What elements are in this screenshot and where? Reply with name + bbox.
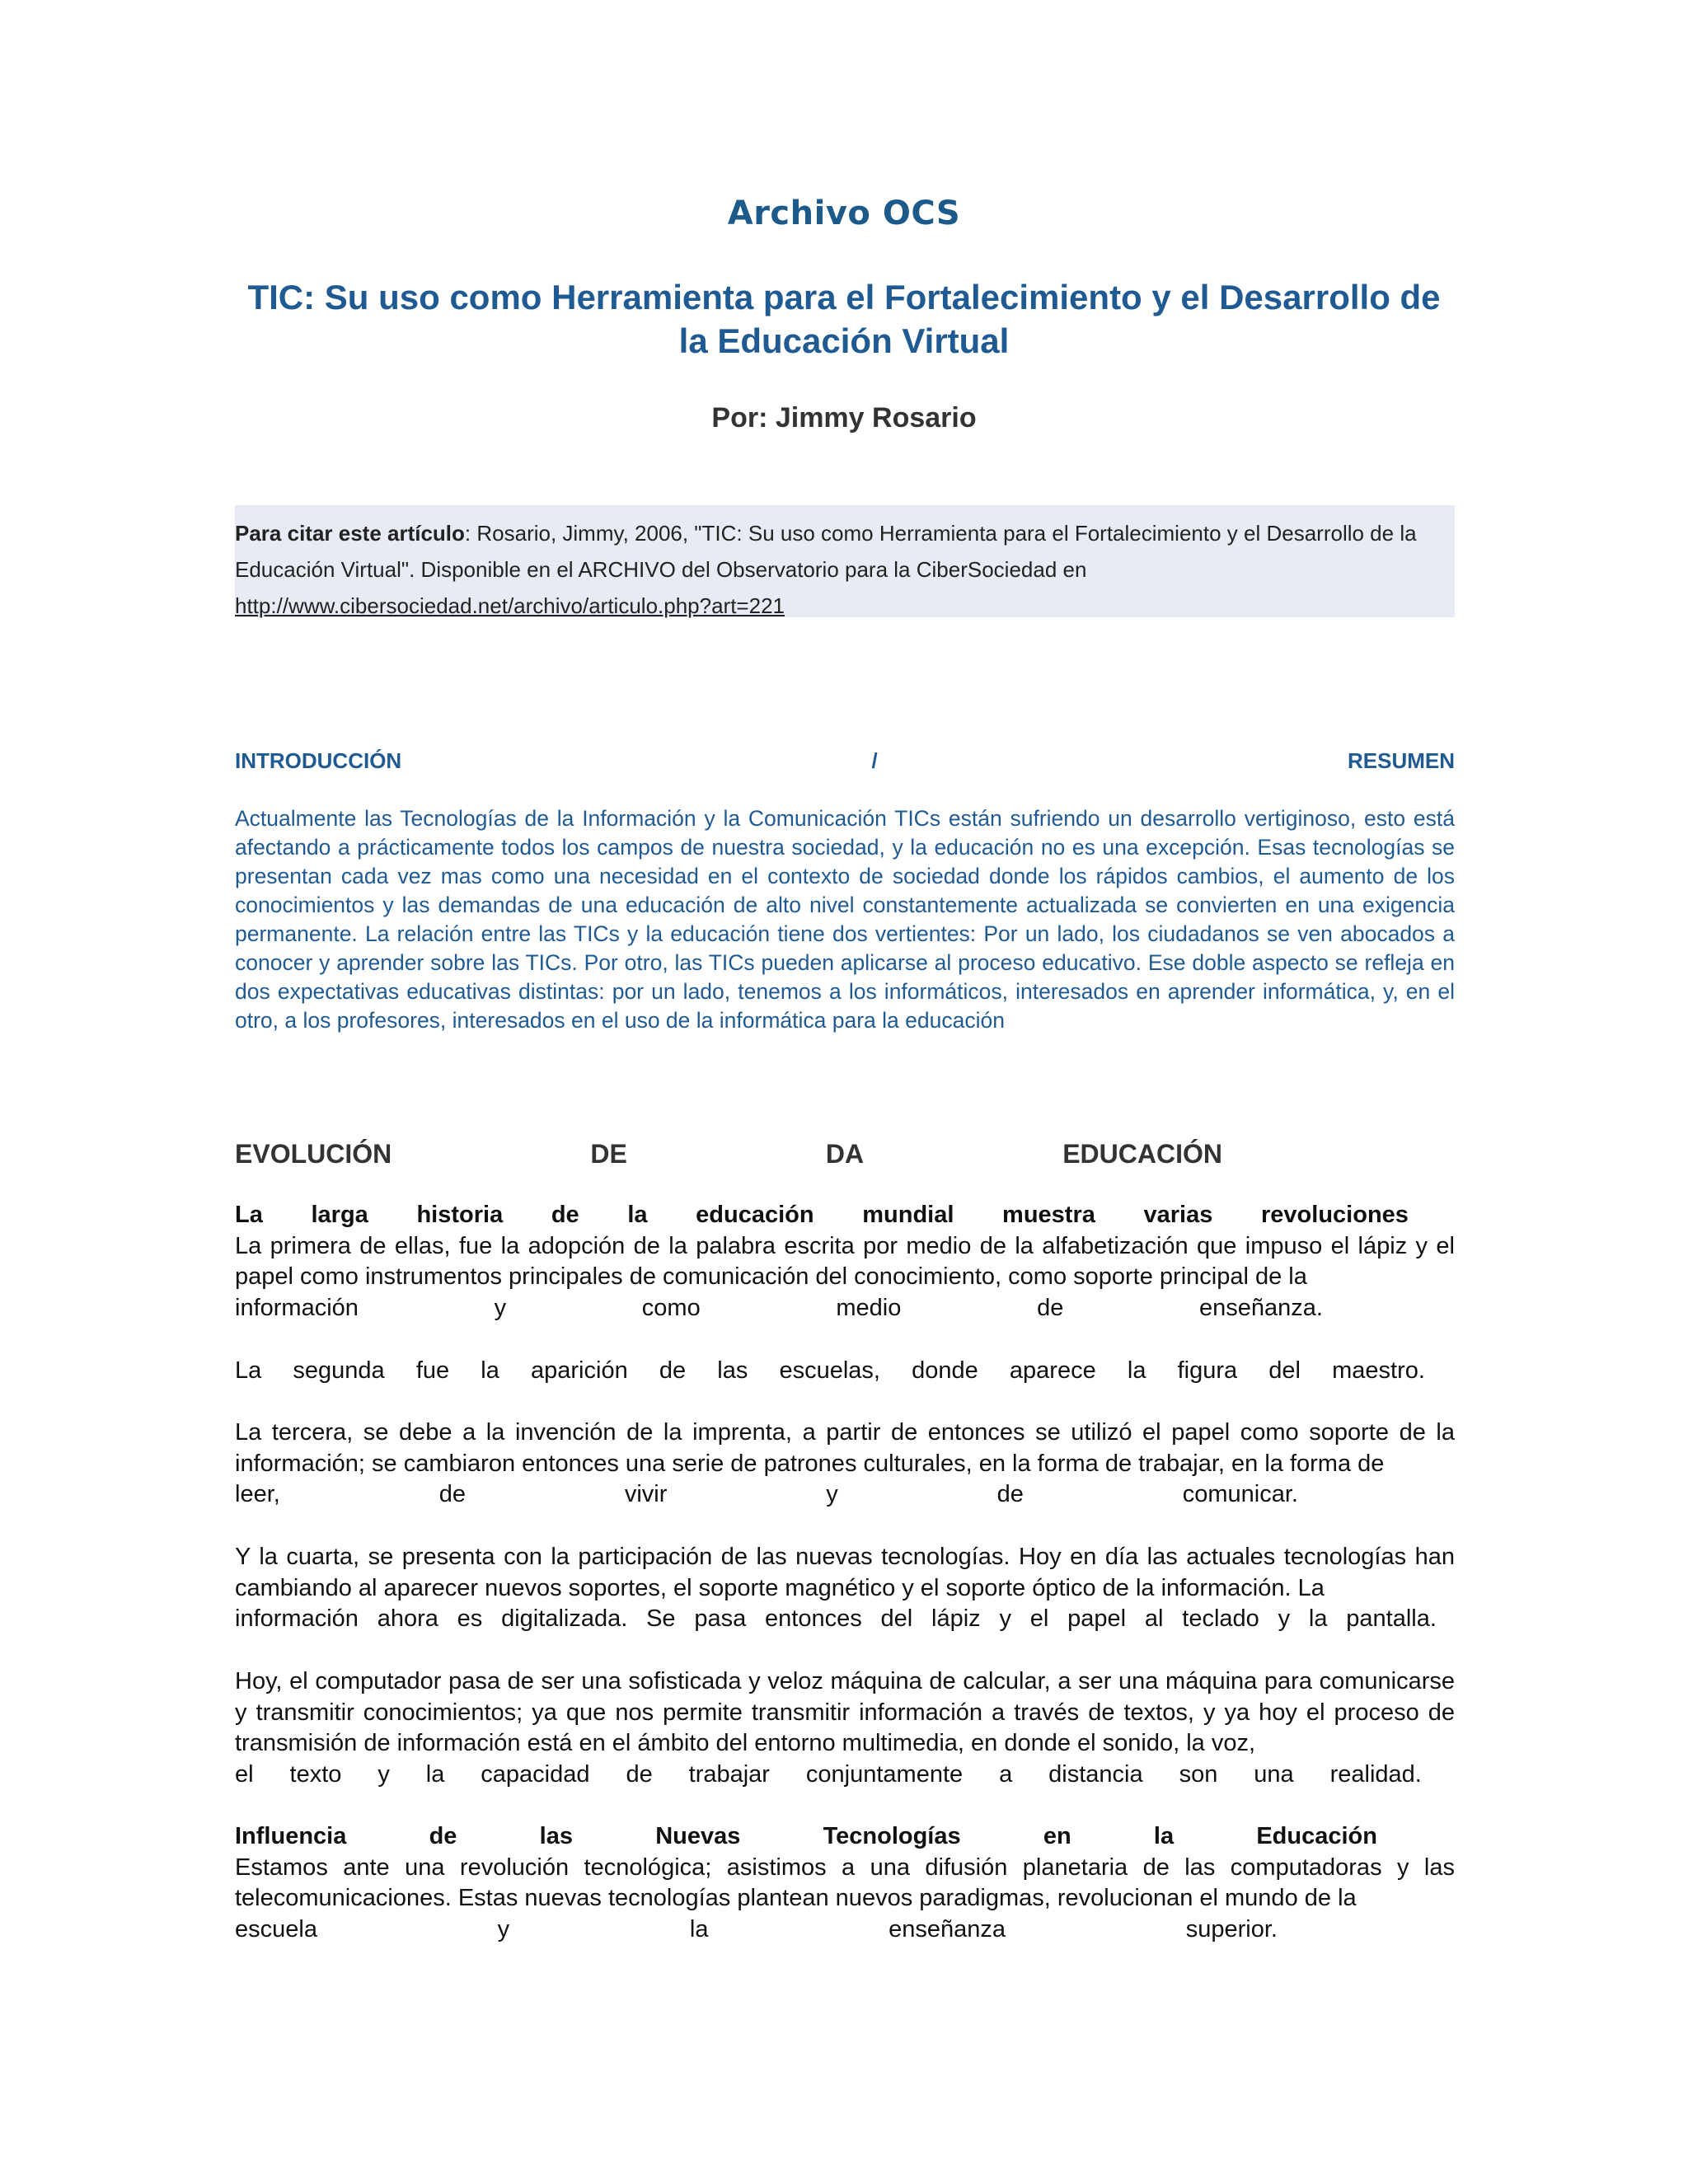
author-byline: Por: Jimmy Rosario <box>711 402 977 434</box>
body-block-6 <box>235 1821 1455 1945</box>
word: y <box>826 1481 838 1507</box>
word: ahora <box>377 1605 438 1632</box>
word: enseñanza <box>889 1915 1006 1943</box>
subheading-larga-historia <box>235 1200 1455 1231</box>
word: de <box>551 1202 579 1228</box>
word: capacidad <box>481 1760 590 1788</box>
paragraph-primera-last-line <box>235 1293 1455 1324</box>
citation-label: Para citar este artículo <box>235 521 465 546</box>
word: las <box>717 1357 748 1384</box>
paragraph-computador-last-line <box>235 1760 1455 1791</box>
word: la <box>689 1915 709 1943</box>
word: leer, <box>235 1481 280 1507</box>
word: digitalizada. <box>501 1605 628 1632</box>
word: como <box>641 1294 701 1321</box>
word: y <box>999 1605 1011 1632</box>
subheading-influencia <box>235 1821 1455 1853</box>
paragraph-primera: La primera de ellas, fue la adopción de la palabra escrita por medio de la alfabetización que impuso el lápiz y el papel como instrumentos principales de comunicación del conocimiento, como soporte principal de la <box>235 1232 1455 1290</box>
word: son <box>1179 1760 1218 1788</box>
word: en <box>1043 1823 1071 1849</box>
word: Educación <box>1256 1823 1377 1849</box>
word: y <box>494 1294 507 1321</box>
word: donde <box>912 1357 978 1384</box>
word: de <box>626 1760 653 1788</box>
word: pantalla. <box>1346 1605 1437 1632</box>
evolucion-heading-word: DA <box>825 1139 865 1169</box>
word: fue <box>415 1357 450 1384</box>
word: de <box>429 1823 457 1849</box>
evolucion-heading-word: EVOLUCIÓN <box>235 1139 392 1169</box>
archive-title: Archivo OCS <box>727 194 961 232</box>
paragraph-cuarta-last-line <box>235 1604 1455 1635</box>
word: segunda <box>293 1357 385 1384</box>
word: escuela <box>235 1915 317 1943</box>
word: aparece <box>1009 1357 1096 1384</box>
word: del <box>1268 1357 1301 1384</box>
word: la <box>627 1202 648 1228</box>
word: entonces <box>765 1605 862 1632</box>
word: aparición <box>531 1357 628 1384</box>
word: educación <box>696 1202 814 1228</box>
word: el <box>235 1760 254 1788</box>
word: al <box>1144 1605 1164 1632</box>
article-title: TIC: Su uso como Herramienta para el Fortalecimiento y el Desarrollo de la Educación Virtual <box>247 278 1441 360</box>
word: historia <box>416 1202 504 1228</box>
word: revoluciones <box>1261 1202 1409 1228</box>
word: La <box>235 1357 262 1384</box>
word: vivir <box>624 1481 668 1507</box>
section-heading-right: RESUMEN <box>1347 748 1455 773</box>
word: escuelas, <box>779 1357 880 1384</box>
word: maestro. <box>1332 1357 1425 1384</box>
citation-link[interactable]: http://www.cibersociedad.net/archivo/articulo.php?art=221 <box>235 593 785 618</box>
word: comunicar. <box>1182 1481 1298 1507</box>
word: distancia <box>1048 1760 1143 1788</box>
body-block-5 <box>235 1666 1455 1790</box>
word: una <box>1254 1760 1294 1788</box>
word: la <box>1127 1357 1146 1384</box>
word: Tecnologías <box>823 1823 961 1849</box>
word: y <box>377 1760 390 1788</box>
word: medio <box>836 1294 902 1321</box>
word: Nuevas <box>655 1823 741 1849</box>
word: información <box>235 1605 359 1632</box>
paragraph-tercera: La tercera, se debe a la invención de la imprenta, a partir de entonces se utilizó el papel como soporte de la información; se cambiaron entonces una serie de patrones culturales, en la forma de trabajar, en la forma de <box>235 1419 1455 1477</box>
word: la <box>1308 1605 1328 1632</box>
evolucion-heading <box>235 1139 1455 1169</box>
word: a <box>999 1760 1013 1788</box>
paragraph-revolucion: Estamos ante una revolución tecnológica; asistimos a una difusión planetaria de las computadoras y las telecomunicaciones. Estas nuevas tecnologías plantean nuevos paradigmas, revolucionan el mundo de la <box>235 1854 1455 1911</box>
body-block-2 <box>235 1356 1455 1387</box>
citation-box <box>235 505 1455 617</box>
word: lápiz <box>931 1605 981 1632</box>
word: varias <box>1143 1202 1213 1228</box>
paragraph-tercera-last-line <box>235 1479 1455 1511</box>
citation-text: : Rosario, Jimmy, 2006, "TIC: Su uso como Herramienta para el Fortalecimiento y el Desarrollo de la Educación Virtual". Disponible en el ARCHIVO del Observatorio para la CiberSociedad en <box>235 521 1417 582</box>
section-heading-divider: / <box>871 748 878 773</box>
word: de <box>1037 1294 1064 1321</box>
word: de <box>996 1481 1024 1507</box>
word: Influencia <box>235 1823 347 1849</box>
word: muestra <box>1002 1202 1095 1228</box>
body-block-4 <box>235 1542 1455 1635</box>
word: larga <box>311 1202 368 1228</box>
word: enseñanza. <box>1199 1294 1323 1321</box>
word: de <box>659 1357 687 1384</box>
word: la <box>425 1760 445 1788</box>
word: mundial <box>862 1202 954 1228</box>
evolucion-heading-word: DE <box>590 1139 627 1169</box>
word: realidad. <box>1329 1760 1422 1788</box>
word: pasa <box>694 1605 747 1632</box>
word: el <box>1029 1605 1049 1632</box>
word: figura <box>1177 1357 1238 1384</box>
paragraph-segunda <box>235 1356 1455 1387</box>
word: información <box>235 1294 359 1321</box>
word: la <box>1153 1823 1175 1849</box>
word: texto <box>289 1760 342 1788</box>
word: la <box>481 1357 499 1384</box>
paragraph-revolucion-last-line <box>235 1915 1455 1946</box>
word: superior. <box>1185 1915 1278 1943</box>
word: teclado <box>1182 1605 1259 1632</box>
word: de <box>438 1481 466 1507</box>
word: papel <box>1067 1605 1127 1632</box>
body-block-3 <box>235 1418 1455 1511</box>
word: y <box>1278 1605 1291 1632</box>
evolucion-heading-word: EDUCACIÓN <box>1062 1139 1222 1169</box>
section-heading-bar <box>235 748 1455 774</box>
section-heading-left: INTRODUCCIÓN <box>235 748 402 773</box>
word: es <box>457 1605 483 1632</box>
word: y <box>497 1915 510 1943</box>
paragraph-cuarta: Y la cuarta, se presenta con la participación de las nuevas tecnologías. Hoy en día las actuales tecnologías han cambiando al aparecer nuevos soportes, el soporte magnético y el soporte óptico de la información. La <box>235 1544 1455 1601</box>
paragraph-computador: Hoy, el computador pasa de ser una sofisticada y veloz máquina de calcular, a ser una máquina para comunicarse y transmitir conocimientos; ya que nos permite transmitir información a través de textos, y ya hoy el proceso de transmisión de información está en el ámbito del entorno multimedia, en donde el sonido, la voz, <box>235 1668 1455 1756</box>
word: La <box>235 1202 263 1228</box>
word: Se <box>646 1605 676 1632</box>
abstract-paragraph: Actualmente las Tecnologías de la Información y la Comunicación TICs están sufriendo un desarrollo vertiginoso, esto está afectando a prácticamente todos los campos de nuestra sociedad, y la educación no es una excepción. Esas tecnologías se presentan cada vez mas como una necesidad en el contexto de sociedad donde los rápidos cambios, el aumento de los conocimientos y las demandas de una educación de alto nivel constantemente actualizada se convierten en una exigencia permanente. La relación entre las TICs y la educación tiene dos vertientes: Por un lado, los ciudadanos se ven abocados a conocer y aprender sobre las TICs. Por otro, las TICs pueden aplicarse al proceso educativo. Ese doble aspecto se refleja en dos expectativas educativas distintas: por un lado, tenemos a los informáticos, interesados en aprender informática, y, en el otro, a los profesores, interesados en el uso de la informática para la educación <box>235 806 1455 1033</box>
word: las <box>539 1823 573 1849</box>
word: del <box>880 1605 913 1632</box>
body-block-1 <box>235 1200 1455 1324</box>
word: trabajar <box>688 1760 770 1788</box>
word: conjuntamente <box>805 1760 964 1788</box>
